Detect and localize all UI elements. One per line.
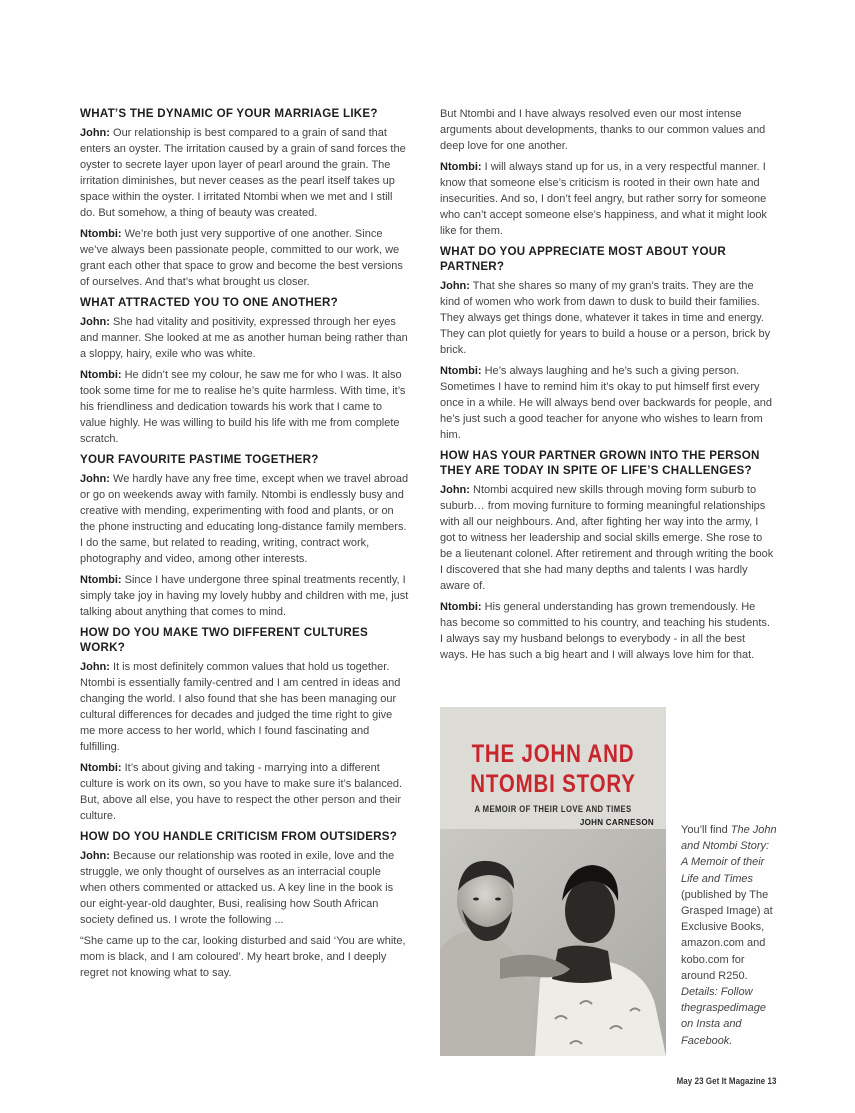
section-heading: WHAT ATTRACTED YOU TO ONE ANOTHER? — [80, 296, 338, 309]
book-caption — [681, 822, 777, 1049]
interview-paragraph — [80, 314, 410, 362]
speaker-name: John: — [80, 850, 110, 862]
section-heading: HOW HAS YOUR PARTNER GROWN INTO THE PERSON THEY ARE TODAY IN SPITE OF LIFE’S CHALLENGES? — [440, 449, 760, 477]
speaker-name: John: — [80, 316, 110, 328]
paragraph-text: Because our relationship was rooted in exile, love and the struggle, we only thought of ourselves as an interracial couple when others commented or attacked us. A key line in the book is our eight-year-old daughter, Busi, realising how South African society defined us. I wrote the following ... — [80, 850, 395, 926]
interview-paragraph — [440, 159, 775, 239]
paragraph-text: Since I have undergone three spinal treatments recently, I simply take joy in having my lovely hubby and children with me, just talking about anything that comes to mind. — [80, 574, 409, 618]
caption-text: (published by The Grasped Image) at Exclusive Books, amazon.com and kobo.com for around R250. — [681, 888, 773, 982]
section-heading: WHAT’S THE DYNAMIC OF YOUR MARRIAGE LIKE? — [80, 107, 378, 120]
interview-paragraph — [80, 659, 410, 755]
interview-paragraph — [440, 599, 775, 663]
section-heading: WHAT DO YOU APPRECIATE MOST ABOUT YOUR PARTNER? — [440, 245, 727, 273]
paragraph-text: It’s about giving and taking - marrying into a different culture is work on its own, so you have to make sure it’s balanced. But, above all else, you have to respect the other person and their culture. — [80, 762, 403, 822]
caption-lead: You’ll find — [681, 824, 731, 836]
couple-photo — [440, 829, 666, 1056]
paragraph-text: His general understanding has grown tremendously. He has become so committed to his country, and teaching his students. I always say my husband belongs to everybody - in all the best ways. He has such a big heart and I will always love him for that. — [440, 601, 770, 661]
speaker-name: Ntombi: — [80, 762, 122, 774]
speaker-name: Ntombi: — [440, 601, 482, 613]
interview-paragraph — [440, 363, 775, 443]
paragraph-text: That she shares so many of my gran’s traits. They are the kind of women who work from dawn to dusk to build their families. They always get things done, whatever it takes in time and energy. They can plot quietly for years to build a house or a person, brick by brick. — [440, 280, 771, 356]
paragraph-text: We’re both just very supportive of one another. Since we’ve always been passionate people, committed to our work, we grant each other that space to grow and become the best versions of ourselves. And that’s what brought us closer. — [80, 228, 403, 288]
book-cover-image — [440, 707, 666, 1056]
paragraph-text: It is most definitely common values that hold us together. Ntombi is essentially family-centred and I am centred in ideas and changing the world. I also found that she has been managing our cultural differences for decades and judged the time right to give me more access to her world, which I found fascinating and fulfilling. — [80, 661, 401, 753]
caption-details: Details: Follow thegraspedimage on Insta and Facebook. — [681, 986, 767, 1047]
book-title-line-1: THE JOHN AND — [471, 740, 635, 768]
interview-paragraph — [440, 278, 775, 358]
speaker-name: John: — [80, 661, 110, 673]
speaker-name: John: — [440, 280, 470, 292]
interview-paragraph — [80, 226, 410, 290]
speaker-name: John: — [80, 473, 110, 485]
book-title-line-2: NTOMBI STORY — [470, 770, 636, 798]
speaker-name: John: — [440, 484, 470, 496]
interview-paragraph — [440, 482, 775, 594]
interview-paragraph — [80, 572, 410, 620]
speaker-name: Ntombi: — [440, 365, 482, 377]
interview-paragraph — [80, 125, 410, 221]
speaker-name: Ntombi: — [80, 369, 122, 381]
speaker-name: Ntombi: — [440, 161, 482, 173]
paragraph-text: He’s always laughing and he’s such a giving person. Sometimes I have to remind him it’s okay to put himself first every once in a while. He will always bend over backwards for people, and he’s just such a good teacher for anyone who wishes to learn from him. — [440, 365, 773, 441]
interview-paragraph — [80, 848, 410, 928]
book-subtitle: A MEMOIR OF THEIR LOVE AND TIMES — [474, 804, 632, 814]
speaker-name: Ntombi: — [80, 228, 122, 240]
section-heading: YOUR FAVOURITE PASTIME TOGETHER? — [80, 453, 319, 466]
speaker-name: Ntombi: — [80, 574, 122, 586]
book-author: JOHN CARNESON — [579, 818, 654, 827]
paragraph-text: She had vitality and positivity, expressed through her eyes and manner. She looked at me as another human being rather than a sloppy, hairy, exile who was white. — [80, 316, 408, 360]
paragraph-text: Our relationship is best compared to a grain of sand that enters an oyster. The irritation caused by a grain of sand forces the oyster to secrete layer upon layer of pearl around the grain. The irritation diminishes, but never ceases as the pearl itself takes up space within the oyster. I irritated Ntombi when we met and I still do. But somehow, a thing of beauty was created. — [80, 127, 406, 219]
section-heading: HOW DO YOU MAKE TWO DIFFERENT CULTURES WORK? — [80, 626, 368, 654]
interview-paragraph — [80, 367, 410, 447]
page-footer: May 23 Get It Magazine 13 — [677, 1076, 777, 1086]
interview-paragraph — [80, 933, 410, 981]
interview-paragraph — [80, 471, 410, 567]
speaker-name: John: — [80, 127, 110, 139]
interview-paragraph — [80, 760, 410, 824]
left-column — [80, 106, 410, 986]
paragraph-text: Ntombi acquired new skills through moving form suburb to suburb… from moving furniture to forming meaningful relationships with all our neighbours. And, after fighting her way into the army, I got to witness her leadership and social skills emerge. She rose to be a lieutenant colonel. After retirement and through writing the book I discovered that she had many depths and talents I was hardly aware of. — [440, 484, 774, 592]
right-column — [440, 106, 775, 668]
paragraph-text: But Ntombi and I have always resolved even our most intense arguments about developments, thanks to our common values and deep love for one another. — [440, 108, 766, 152]
section-heading: HOW DO YOU HANDLE CRITICISM FROM OUTSIDERS? — [80, 830, 398, 843]
paragraph-text: He didn’t see my colour, he saw me for who I was. It also took some time for me to realise he’s quite harmless. With time, it’s his friendliness and dedication towards his work that I came to value highly. He was willing to build his life with me from complete scratch. — [80, 369, 406, 445]
paragraph-text: “She came up to the car, looking disturbed and said ‘You are white, mom is black, and I am coloured’. My heart broke, and I deeply regret not knowing what to say. — [80, 935, 406, 979]
interview-paragraph — [440, 106, 775, 154]
paragraph-text: We hardly have any free time, except when we travel abroad or go on weekends away with family. Ntombi is endlessly busy and creative with mending, experimenting with food and plants, or on the phone instructing and educating long-distance family members. I do the same, but related to reading, writing, contract work, photography and video, among other interests. — [80, 473, 409, 565]
paragraph-text: I will always stand up for us, in a very respectful manner. I know that someone else’s criticism is rooted in their own hate and insecurities. And so, I don’t feel angry, but rather sorry for someone who can’t accept someone else’s happiness, and what it might look like for them. — [440, 161, 767, 237]
book-title — [460, 739, 645, 799]
caption-book-title: The John and Ntombi Story: A Memoir of their Life and Times — [681, 824, 777, 885]
